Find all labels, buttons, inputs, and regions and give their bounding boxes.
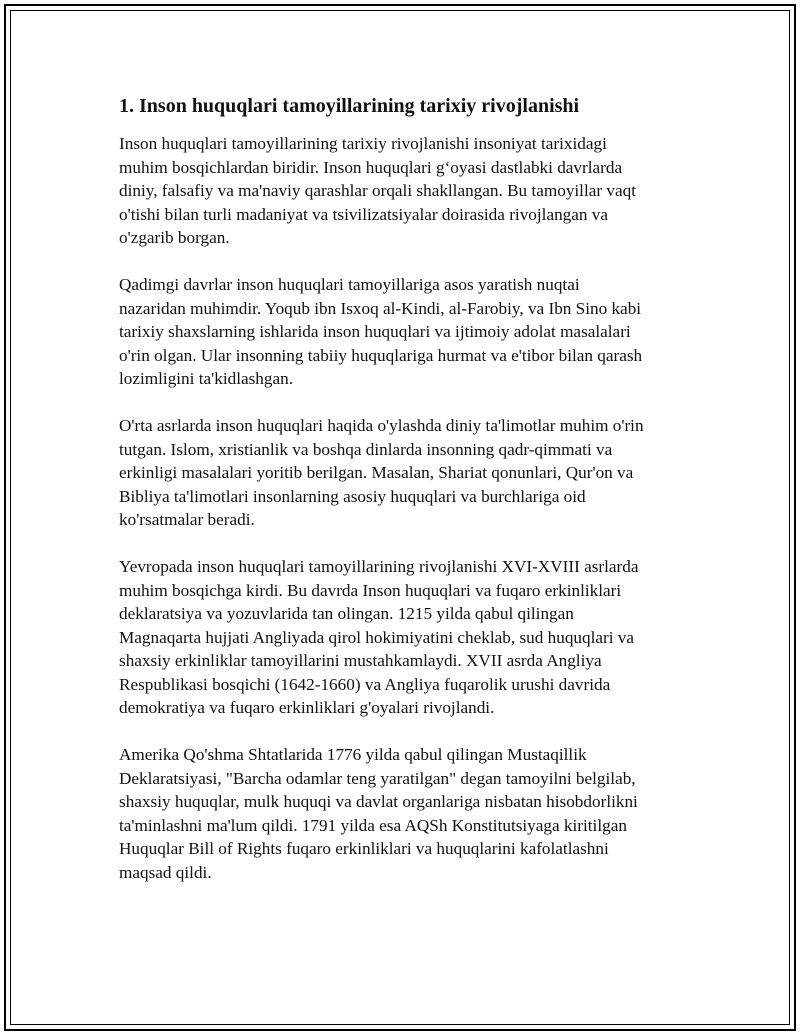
section-heading: 1. Inson huquqlari tamoyillarining tarixiy rivojlanishi [119,95,580,117]
text-line: demokratiya va fuqaro erkinliklari g'oyalari rivojlandi. [119,698,495,717]
text-line: o'zgarib borgan. [119,228,230,247]
text-line: shaxsiy erkinliklar tamoyillarini mustahkamlaydi. XVII asrda Angliya [119,651,602,670]
paragraph-ancient-times [119,273,699,391]
text-line: muhim bosqichga kirdi. Bu davrda Inson huquqlari va fuqaro erkinliklari [119,580,622,600]
text-line: Deklaratsiyasi, "Barcha odamlar teng yaratilgan" degan tamoyilni belgilab, [119,768,636,788]
text-line: nazaridan muhimdir. Yoqub ibn Isxoq al-Kindi, al-Farobiy, va Ibn Sino kabi [119,298,642,318]
text-line: Respublikasi bosqichi (1642-1660) va Angliya fuqarolik urushi davrida [119,674,611,694]
text-line: tutgan. Islom, xristianlik va boshqa dinlarda insonning qadr-qimmati va [119,439,613,459]
text-line: o'rin olgan. Ular insonning tabiiy huquqlariga hurmat va e'tibor bilan qarash [119,345,643,365]
text-line: deklaratsiya va yozuvlarida tan olingan. 1215 yilda qabul qilingan [119,604,574,623]
text-line: o'tishi bilan turli madaniyat va tsivilizatsiyalar doirasida rivojlangan va [119,204,608,224]
paragraph-intro [119,132,699,250]
text-line: shaxsiy huquqlar, mulk huquqi va davlat organlariga nisbatan hisobdorlikni [119,792,638,811]
text-line: Inson huquqlari tamoyillarining tarixiy rivojlanishi insoniyat tarixidagi [119,134,607,153]
text-line: maqsad qildi. [119,862,212,882]
text-line: muhim bosqichlardan biridir. Inson huquqlari g‘oyasi dastlabki davrlarda [119,157,623,177]
text-line: diniy, falsafiy va ma'naviy qarashlar orqali shakllangan. Bu tamoyillar vaqt [119,181,636,200]
text-line: Magnaqarta hujjati Angliyada qirol hokimiyatini cheklab, sud huquqlari va [119,627,635,647]
text-line: erkinligi masalalari yoritib berilgan. Masalan, Shariat qonunlari, Qur'on va [119,463,634,482]
text-line: Bibliya ta'limotlari insonlarning asosiy huquqlari va burchlariga oid [119,486,586,506]
text-line: Yevropada inson huquqlari tamoyillarining rivojlanishi XVI-XVIII asrlarda [119,557,639,576]
text-line: Qadimgi davrlar inson huquqlari tamoyillariga asos yaratish nuqtai [119,275,580,294]
document-body [119,92,699,908]
paragraph-middle-ages [119,414,699,532]
text-line: ta'minlashni ma'lum qildi. 1791 yilda esa AQSh Konstitutsiyaga kiritilgan [119,815,627,835]
text-line: ko'rsatmalar beradi. [119,510,255,529]
text-line: lozimligini ta'kidlashgan. [119,369,293,388]
paragraph-united-states [119,743,699,884]
paragraph-europe [119,555,699,720]
text-line: O'rta asrlarda inson huquqlari haqida o'ylashda diniy ta'limotlar muhim o'rin [119,416,644,435]
text-line: Amerika Qo'shma Shtatlarida 1776 yilda qabul qilingan Mustaqillik [119,745,587,764]
text-line: tarixiy shaxslarning ishlarida inson huquqlari va ijtimoiy adolat masalalari [119,322,631,341]
text-line: Huquqlar Bill of Rights fuqaro erkinliklari va huquqlarini kafolatlashni [119,839,609,858]
